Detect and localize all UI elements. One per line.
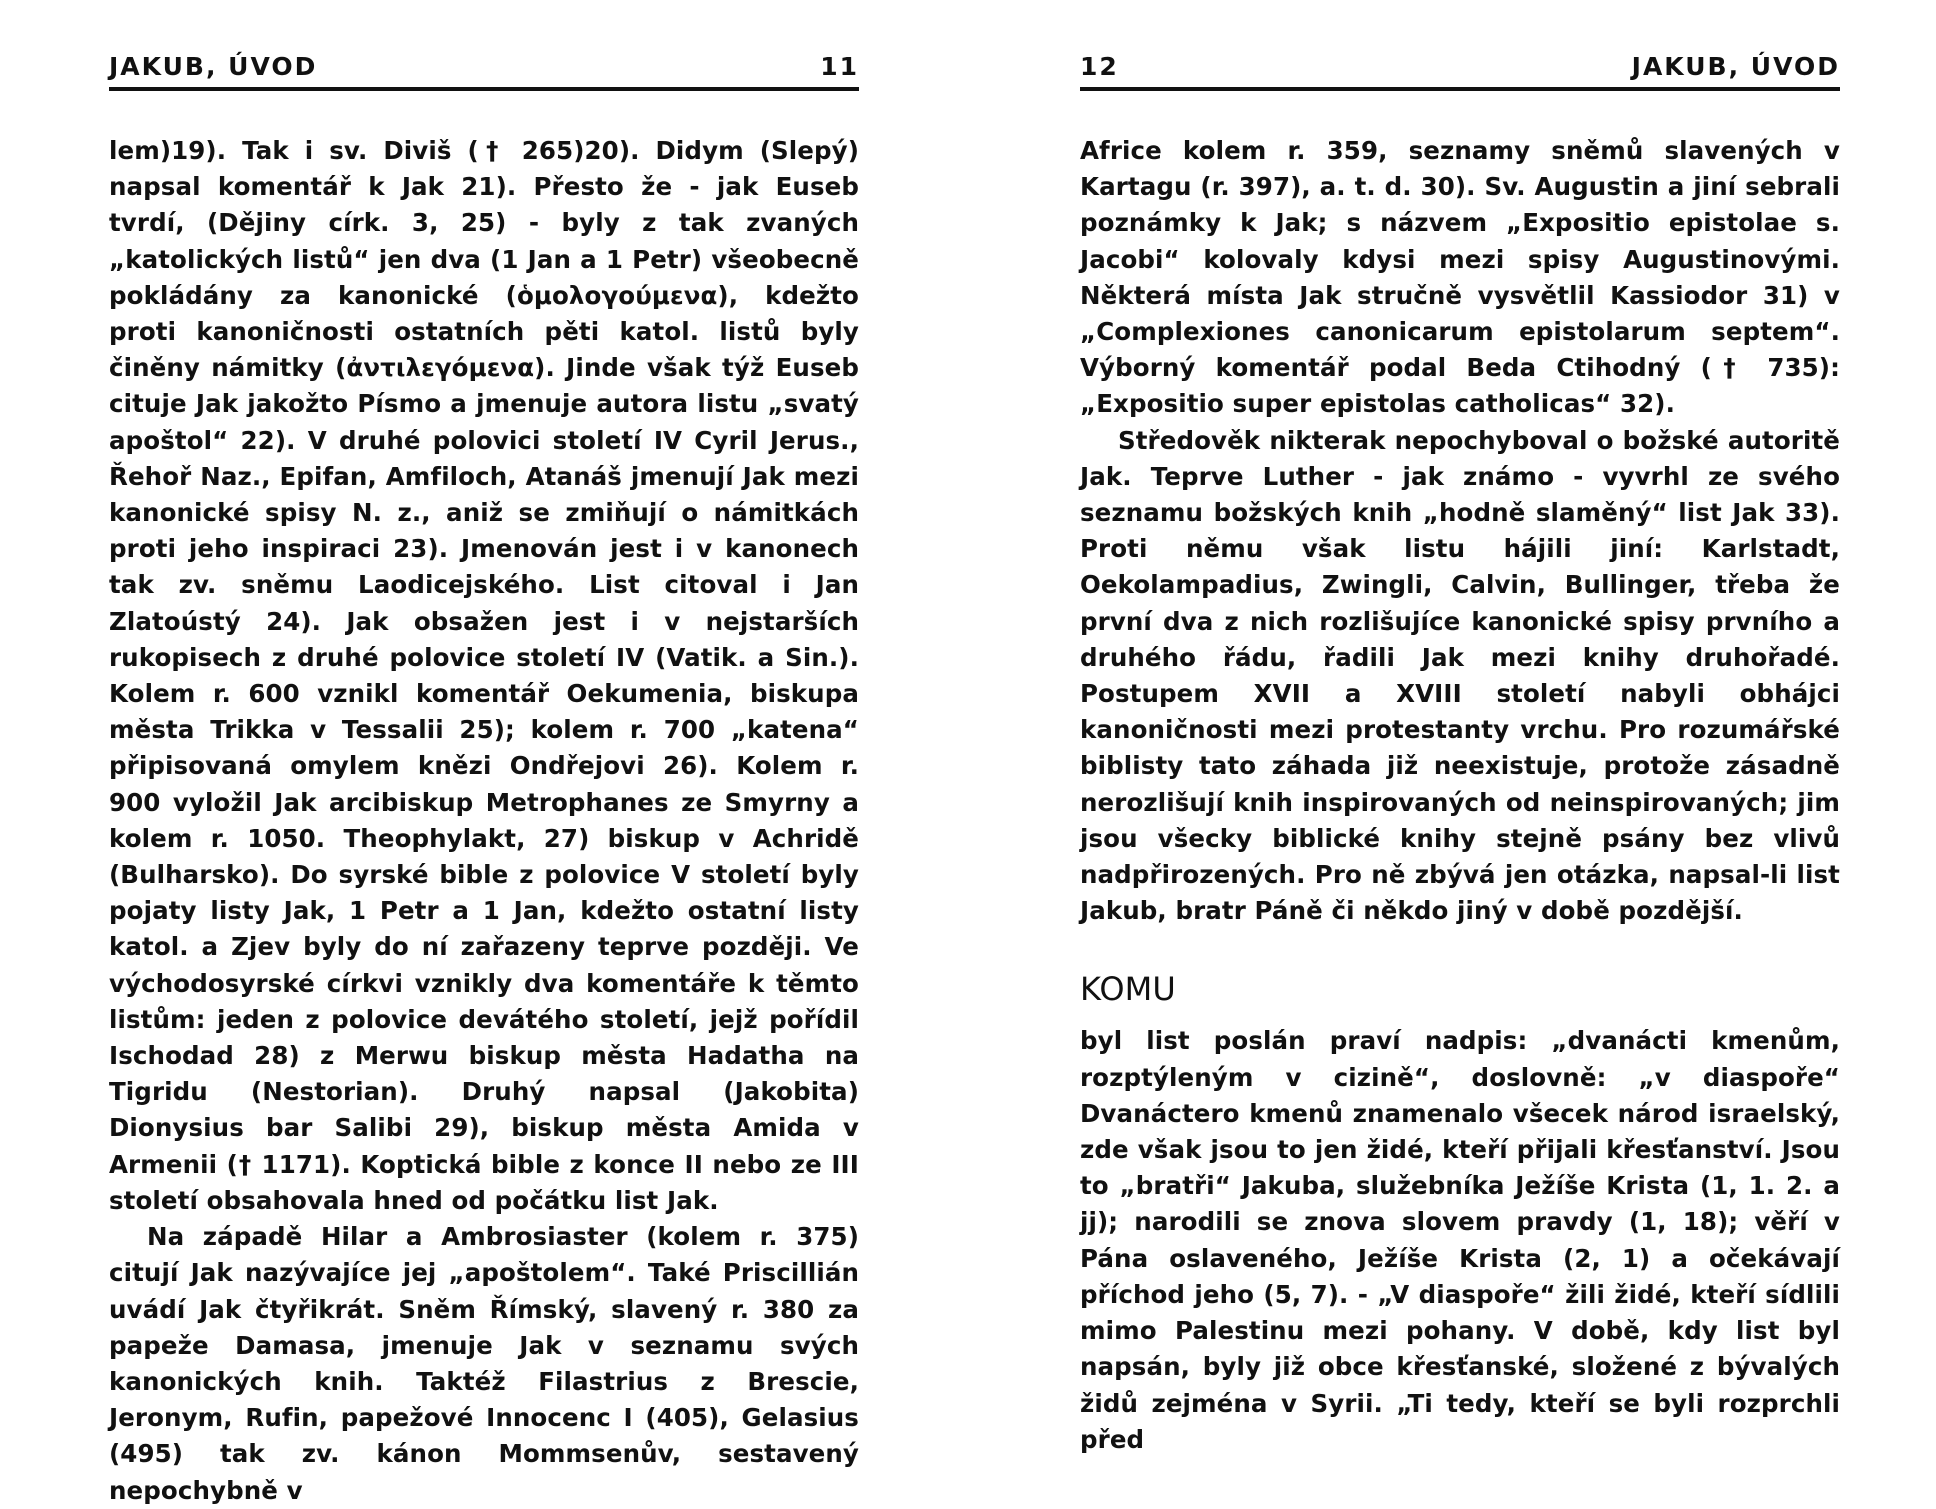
- page-number: 11: [820, 52, 859, 81]
- running-head: [109, 52, 859, 91]
- section-heading: KOMU: [1080, 970, 1176, 1009]
- paragraph: byl list poslán praví nadpis: „dvanácti kmenům, rozptýleným v cizině“, doslovně: „v diaspoře“ Dvanáctero kmenů znamenalo všecek národ israelský, zde však jsou to jen židé, kteří přijali křesťanství. Jsou to „bratři“ Jakuba, služebníka Ježíše Krista (1, 1. 2. a jj); narodili se znova slovem pravdy (1, 18); věří v Pána oslaveného, Ježíše Krista (2, 1) a očekávají příchod jeho (5, 7). - „V diaspoře“ žili židé, kteří sídlili mimo Palestinu mezi pohany. V době, kdy list byl napsán, byly již obce křesťanské, složené z bývalých židů zejména v Syrii. „Ti tedy, kteří se byli rozprchli před: [1080, 1026, 1840, 1454]
- paragraph: Africe kolem r. 359, seznamy sněmů slavených v Kartagu (r. 397), a. t. d. 30). Sv. Augustin a jiní sebrali poznámky k Jak; s názvem „Expositio epistolae s. Jacobi“ kolovaly kdysi mezi spisy Augustinovými. Některá místa Jak stručně vysvětlil Kassiodor 31) v „Complexiones canonicarum epistolarum septem“. Výborný komentář podal Beda Ctihodný († 735): „Expositio super epistolas catholicas“ 32).: [1080, 136, 1840, 419]
- right-page: [1080, 52, 1840, 1458]
- body-text: [1080, 133, 1840, 1458]
- paragraph: lem)19). Tak i sv. Diviš († 265)20). Didym (Slepý) napsal komentář k Jak 21). Přesto že - jak Euseb tvrdí, (Dějiny círk. 3, 25) - byly z tak zvaných „katolických listů“ jen dva (1 Jan a 1 Petr) všeobecně pokládány za kanonické (ὁμολογούμενα), kdežto proti kanoničnosti ostatních pěti katol. listů byly činěny námitky (ἀντιλεγόμενα). Jinde však týž Euseb cituje Jak jakožto Písmo a jmenuje autora listu „svatý apoštol“ 22). V druhé polovici století IV Cyril Jerus., Řehoř Naz., Epifan, Amfiloch, Atanáš jmenují Jak mezi kanonické spisy N. z., aniž se zmiňují o námitkách proti jeho inspiraci 23). Jmenován jest i v kanonech tak zv. sněmu Laodicejského. List citoval i Jan Zlatoústý 24). Jak obsažen jest i v nejstarších rukopisech z druhé polovice století IV (Vatik. a Sin.). Kolem r. 600 vznikl komentář Oekumenia, biskupa města Trikka v Tessalii 25); kolem r. 700 „katena“ připisovaná omylem knězi Ondřejovi 26). Kolem r. 900 vyložil Jak arcibiskup Metrophanes ze Smyrny a kolem r. 1050. Theophylakt, 27) biskup v Achridě (Bulharsko). Do syrské bible z polovice V století byly pojaty listy Jak, 1 Petr a 1 Jan, kdežto ostatní listy katol. a Zjev byly do ní zařazeny teprve později. Ve východosyrské církvi vznikly dva komentáře k těmto listům: jeden z polovice devátého století, jejž pořídil Ischodad 28) z Merwu biskup města Hadatha na Tigridu (Nestorian). Druhý napsal (Jakobita) Dionysius bar Salibi 29), biskup města Amida v Armenii († 1171). Koptická bible z konce II nebo ze III století obsahovala hned od počátku list Jak.: [109, 136, 859, 1215]
- running-title: JAKUB, ÚVOD: [1631, 52, 1840, 81]
- paragraph: Na západě Hilar a Ambrosiaster (kolem r. 375) citují Jak nazývajíce jej „apoštolem“. Také Priscillián uvádí Jak čtyřikrát. Sněm Římský, slavený r. 380 za papeže Damasa, jmenuje Jak v seznamu svých kanonických knih. Taktéž Filastrius z Brescie, Jeronym, Rufin, papežové Innocenc I (405), Gelasius (495) tak zv. kánon Mommsenův, sestavený nepochybně v: [109, 1222, 859, 1505]
- page-number: 12: [1080, 52, 1119, 81]
- running-title: JAKUB, ÚVOD: [109, 52, 318, 81]
- left-page: [109, 52, 859, 1509]
- running-head: [1080, 52, 1840, 91]
- body-text: [109, 133, 859, 1509]
- paragraph: Středověk nikterak nepochyboval o božské autoritě Jak. Teprve Luther - jak známo - vyvrhl ze svého seznamu božských knih „hodně slaměný“ list Jak 33). Proti němu však listu hájili jiní: Karlstadt, Oekolampadius, Zwingli, Calvin, Bullinger, třeba že první dva z nich rozlišujíce kanonické spisy prvního a druhého řádu, řadili Jak mezi knihy druhořadé. Postupem XVII a XVIII století nabyli obhájci kanoničnosti mezi protestanty vrchu. Pro rozumářské biblisty tato záhada již neexistuje, protože zásadně nerozlišují knih inspirovaných od neinspirovaných; jim jsou všecky biblické knihy stejně psány bez vlivů nadpřirozených. Pro ně zbývá jen otázka, napsal-li list Jakub, bratr Páně či někdo jiný v době pozdější.: [1080, 425, 1840, 926]
